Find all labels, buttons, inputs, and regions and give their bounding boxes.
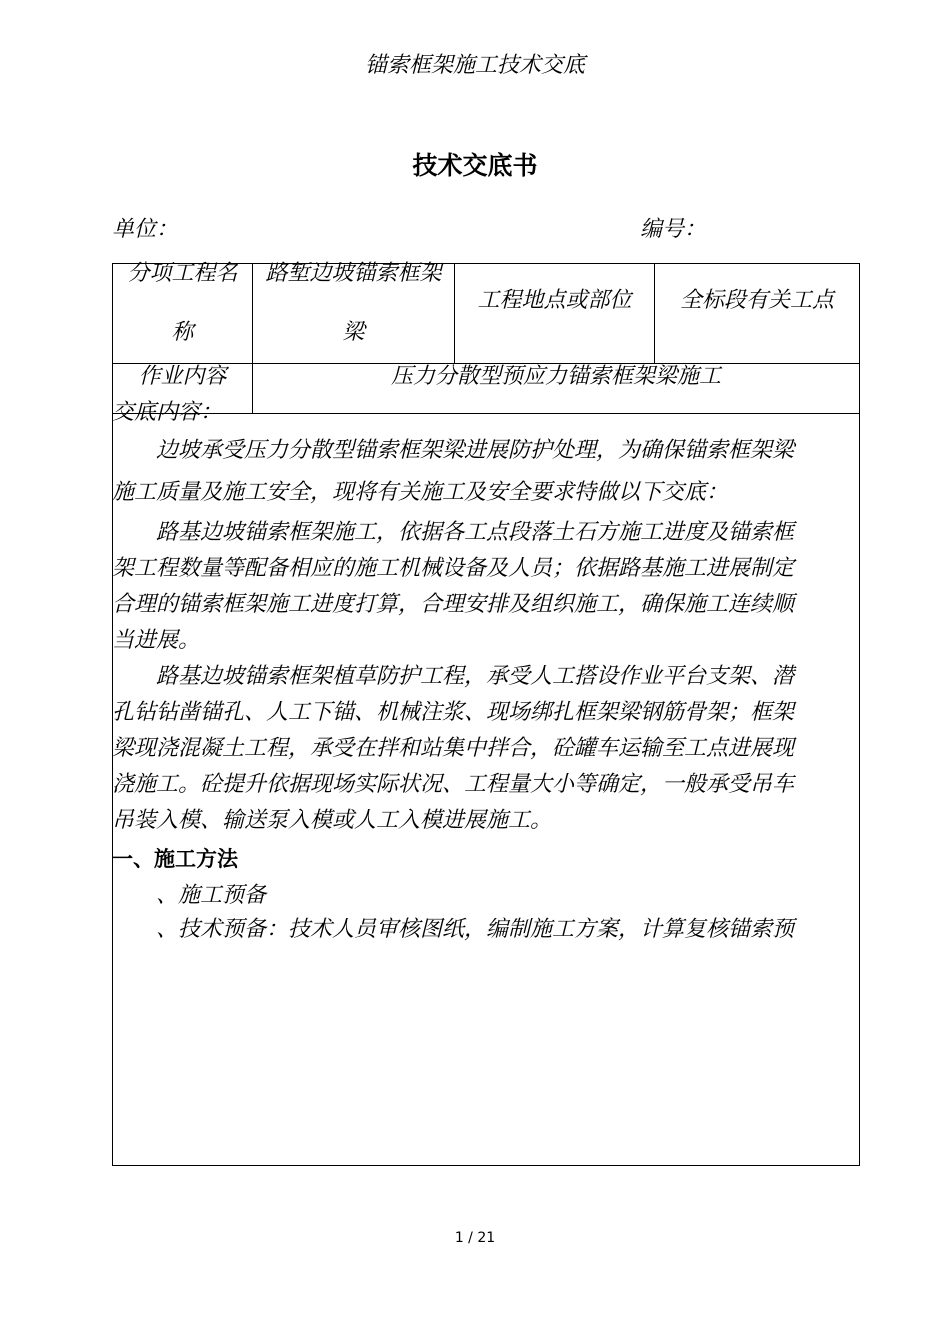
body-line: 路基边坡锚索框架植草防护工程，承受人工搭设作业平台支架、潜 [112, 664, 795, 689]
sub-line: 、技术预备：技术人员审核图纸，编制施工方案，计算复核锚索预 [112, 917, 795, 942]
document-title: 技术交底书 [412, 151, 538, 180]
unit-label: 单位： [112, 217, 179, 242]
body-line: 施工质量及施工安全，现将有关施工及安全要求特做以下交底： [112, 480, 729, 505]
number-label: 编号： [640, 217, 707, 242]
project-name-label-line1: 分项工程名 [127, 261, 238, 286]
work-content-value: 压力分散型预应力锚索框架梁施工 [390, 364, 721, 389]
body-line: 路基边坡锚索框架施工，依据各工点段落土石方施工进度及锚索框 [112, 520, 795, 545]
body-line: 合理的锚索框架施工进度打算，合理安排及组织施工，确保施工连续顺 [112, 592, 795, 617]
body-line: 当进展。 [112, 628, 201, 653]
location-value: 全标段有关工点 [679, 288, 834, 313]
sub-line: 、施工预备 [112, 883, 267, 908]
page-number: 1 / 21 [454, 1230, 496, 1246]
section-heading: 一、施工方法 [112, 847, 238, 871]
project-name-value-line2: 梁 [342, 320, 365, 345]
location-label: 工程地点或部位 [477, 288, 632, 313]
project-name-label-line2: 称 [171, 320, 194, 345]
body-line: 边坡承受压力分散型锚索框架梁进展防护处理，为确保锚索框架梁 [112, 438, 795, 463]
body-line: 浇施工。砼提升依据现场实际状况、工程量大小等确定，一般承受吊车 [112, 772, 795, 797]
body-line: 孔钻钻凿锚孔、人工下锚、机械注浆、现场绑扎框架梁钢筋骨架；框架 [112, 700, 795, 725]
disclosure-label: 交底内容： [112, 400, 223, 425]
work-content-label: 作业内容 [138, 364, 227, 389]
body-line: 吊装入模、输送泵入模或人工入模进展施工。 [112, 808, 553, 833]
body-line: 梁现浇混凝土工程，承受在拌和站集中拌合，砼罐车运输至工点进展现 [112, 736, 795, 761]
page-header: 锚索框架施工技术交底 [364, 53, 585, 78]
body-line: 架工程数量等配备相应的施工机械设备及人员；依据路基施工进展制定 [112, 556, 795, 581]
project-name-value-line1: 路堑边坡锚索框架 [265, 261, 442, 286]
